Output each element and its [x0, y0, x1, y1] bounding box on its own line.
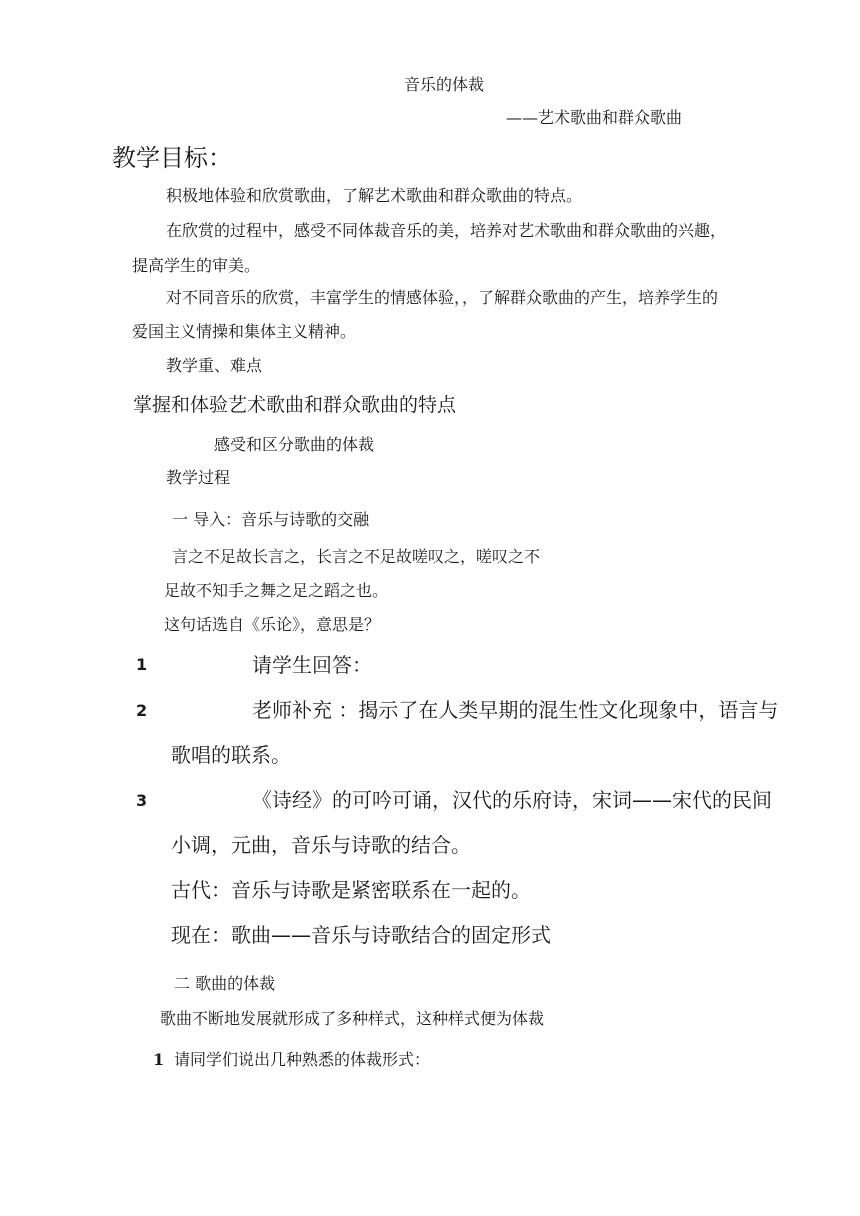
list-number: 2 — [136, 701, 148, 720]
difficulty: 感受和区分歌曲的体裁 — [214, 435, 375, 454]
list-item: 《诗经》的可吟可诵，汉代的乐府诗，宋词——宋代的民间 — [252, 788, 772, 812]
list-item-continuation: 小调，元曲，音乐与诗歌的结合。 — [171, 833, 471, 857]
list-item: 请学生回答： — [252, 653, 372, 677]
item-number: 1 — [153, 1050, 165, 1069]
doc-title: 音乐的体裁 — [404, 75, 485, 94]
objective-line: 提高学生的审美。 — [132, 256, 261, 275]
objective-line: 爱国主义情操和集体主义精神。 — [132, 322, 357, 341]
quote-line: 足故不知手之舞之足之蹈之也。 — [164, 581, 389, 600]
list-number: 3 — [136, 791, 148, 810]
list-item-continuation: 歌唱的联系。 — [171, 743, 291, 767]
process-heading: 教学过程 — [166, 468, 231, 487]
list-number: 1 — [136, 655, 148, 674]
key-point: 掌握和体验艺术歌曲和群众歌曲的特点 — [133, 394, 457, 416]
list-item: 老师补充 ：揭示了在人类早期的混生性文化现象中，语言与 — [252, 698, 779, 722]
objective-line: 对不同音乐的欣赏，丰富学生的情感体验，，了解群众歌曲的产生，培养学生的 — [166, 288, 719, 307]
section-two-heading: 二 歌曲的体裁 — [174, 974, 276, 993]
objective-line: 在欣赏的过程中，感受不同体裁音乐的美，培养对艺术歌曲和群众歌曲的兴趣， — [166, 221, 727, 240]
modern-line: 现在：歌曲——音乐与诗歌结合的固定形式 — [171, 923, 551, 947]
objective-line: 积极地体验和欣赏歌曲，了解艺术歌曲和群众歌曲的特点。 — [166, 186, 583, 205]
quote-line: 言之不足故长言之，长言之不足故嗟叹之，嗟叹之不 — [172, 547, 541, 566]
key-points-heading: 教学重、难点 — [166, 356, 263, 375]
ancient-line: 古代：音乐与诗歌是紧密联系在一起的。 — [171, 878, 531, 902]
doc-subtitle: ——艺术歌曲和群众歌曲 — [506, 108, 683, 127]
question: 这句话选自《乐论》，意思是？ — [164, 615, 381, 634]
section-two-text: 歌曲不断地发展就形成了多种样式，这种样式便为体裁 — [160, 1009, 545, 1028]
section-one-heading: 一 导入：音乐与诗歌的交融 — [172, 510, 370, 529]
objectives-heading: 教学目标： — [112, 144, 232, 172]
item-text: 请同学们说出几种熟悉的体裁形式： — [174, 1050, 431, 1069]
